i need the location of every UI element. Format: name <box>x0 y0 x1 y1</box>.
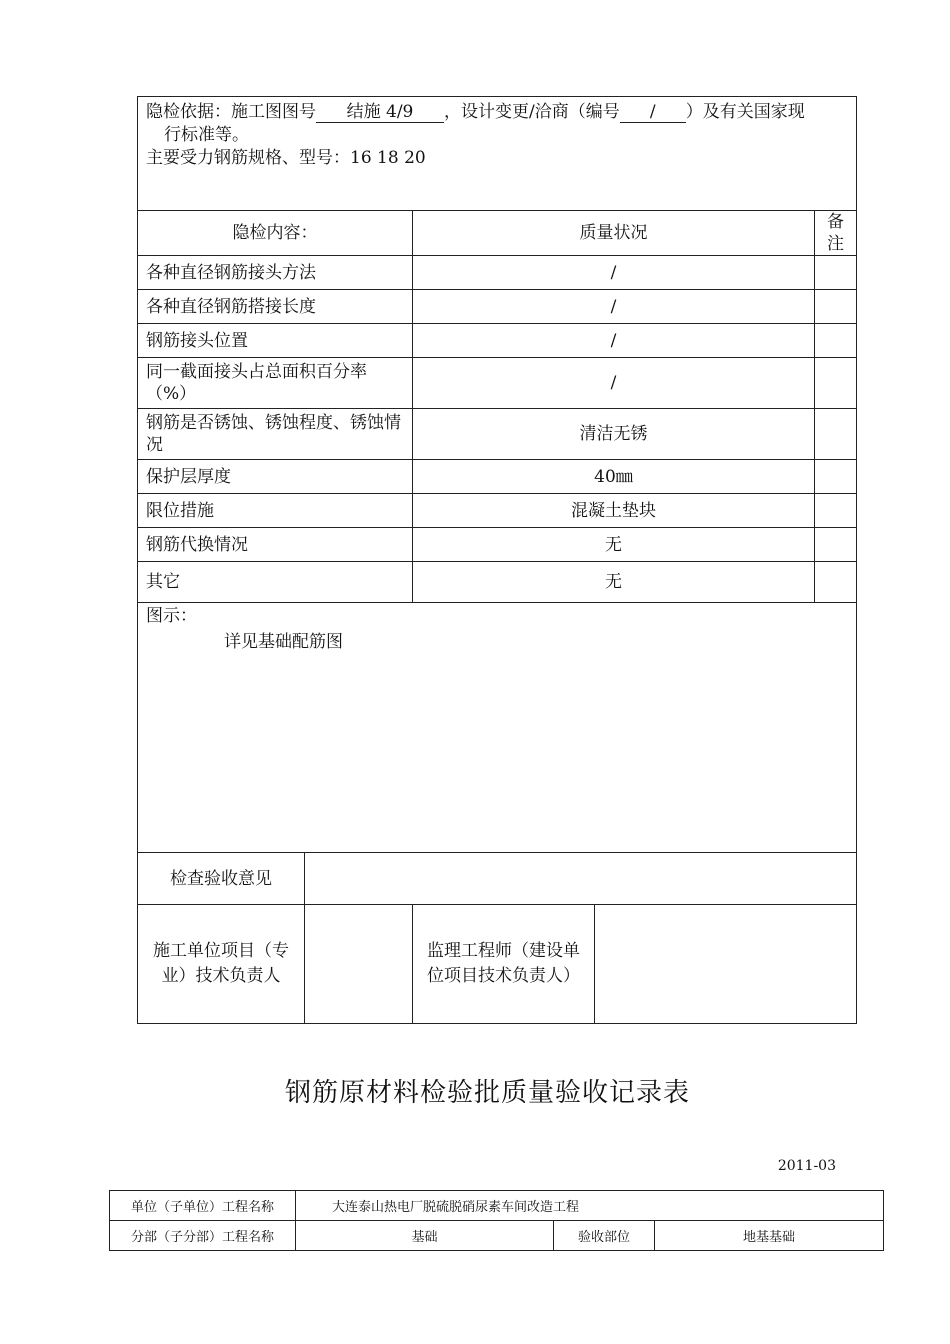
row-remark <box>815 324 857 358</box>
contractor-signature-field[interactable] <box>305 905 413 1024</box>
sub-project-row <box>110 1221 884 1251</box>
diagram-note: 详见基础配筋图 <box>224 632 343 652</box>
design-change-number: / <box>620 102 686 123</box>
row-remark <box>815 460 857 494</box>
row-quality: / <box>413 358 815 409</box>
row-content: 其它 <box>138 562 413 603</box>
project-info-table <box>109 1190 884 1251</box>
row-remark <box>815 409 857 460</box>
drawing-number: 结施 4/9 <box>316 102 444 123</box>
row-content: 钢筋接头位置 <box>138 324 413 358</box>
basis-prefix: 隐检依据：施工图图号 <box>146 102 316 122</box>
row-remark <box>815 528 857 562</box>
row-quality: 混凝土垫块 <box>413 494 815 528</box>
row-content: 同一截面接头占总面积百分率（%） <box>138 358 413 409</box>
row-quality: 40㎜ <box>413 460 815 494</box>
main-rebar-value: 16 18 20 <box>350 148 426 168</box>
signature-row <box>138 905 857 1024</box>
basis-wrap: 行标准等。 <box>164 125 249 145</box>
basis-suffix: ）及有关国家现 <box>685 102 805 122</box>
row-quality: 无 <box>413 528 815 562</box>
sub-project-value: 基础 <box>296 1221 554 1251</box>
basis-mid: ，设计变更/洽商（编号 <box>444 102 620 122</box>
row-content: 各种直径钢筋接头方法 <box>138 256 413 290</box>
table-row <box>138 409 857 460</box>
diagram-row <box>138 603 857 853</box>
row-quality: / <box>413 324 815 358</box>
unit-project-label: 单位（子单位）工程名称 <box>110 1191 296 1221</box>
contractor-tech-lead-label: 施工单位项目（专业）技术负责人 <box>138 905 305 1024</box>
acceptance-part-label: 验收部位 <box>554 1221 655 1251</box>
row-content: 保护层厚度 <box>138 460 413 494</box>
supervisor-signature-field[interactable] <box>595 905 857 1024</box>
inspection-basis-cell <box>138 97 857 211</box>
acceptance-part-value: 地基基础 <box>655 1221 884 1251</box>
table-row <box>138 290 857 324</box>
inspection-basis-row <box>138 97 857 211</box>
unit-project-value: 大连泰山热电厂脱硫脱硝尿素车间改造工程 <box>296 1191 884 1221</box>
row-remark <box>815 494 857 528</box>
row-content: 各种直径钢筋搭接长度 <box>138 290 413 324</box>
row-remark <box>815 562 857 603</box>
table-row <box>138 528 857 562</box>
row-quality: / <box>413 290 815 324</box>
row-remark <box>815 256 857 290</box>
table-row <box>138 358 857 409</box>
sub-project-label: 分部（子分部）工程名称 <box>110 1221 296 1251</box>
row-quality: 清洁无锈 <box>413 409 815 460</box>
form-title: 钢筋原材料检验批质量验收记录表 <box>284 1078 690 1108</box>
main-rebar-label: 主要受力钢筋规格、型号： <box>146 148 350 168</box>
inspection-basis-line <box>146 101 848 124</box>
diagram-label: 图示： <box>146 606 197 626</box>
row-content: 钢筋是否锈蚀、锈蚀程度、锈蚀情况 <box>138 409 413 460</box>
main-rebar-spec <box>146 147 848 170</box>
table-row <box>138 494 857 528</box>
table-row <box>138 324 857 358</box>
quality-header: 质量状况 <box>413 211 815 256</box>
diagram-cell <box>138 603 857 853</box>
form-code: 2011-03 <box>777 1158 836 1174</box>
inspection-header-row <box>138 211 857 256</box>
table-row <box>138 562 857 603</box>
hidden-inspection-table <box>137 96 857 1024</box>
row-remark <box>815 358 857 409</box>
unit-project-row <box>110 1191 884 1221</box>
row-quality: 无 <box>413 562 815 603</box>
row-quality: / <box>413 256 815 290</box>
opinion-label: 检查验收意见 <box>138 853 305 905</box>
remark-header: 备注 <box>815 211 857 256</box>
table-row <box>138 256 857 290</box>
row-content: 限位措施 <box>138 494 413 528</box>
opinion-field[interactable] <box>305 853 857 905</box>
table-row <box>138 460 857 494</box>
opinion-row <box>138 853 857 905</box>
row-remark <box>815 290 857 324</box>
supervisor-label: 监理工程师（建设单位项目技术负责人） <box>413 905 595 1024</box>
row-content: 钢筋代换情况 <box>138 528 413 562</box>
content-header: 隐检内容： <box>138 211 413 256</box>
